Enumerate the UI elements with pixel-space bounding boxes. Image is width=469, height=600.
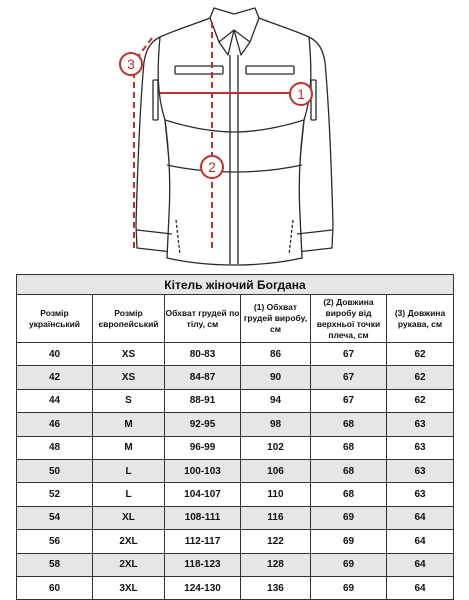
cell-sleeve-length: 62 [387,366,454,389]
cell-body-chest: 96-99 [165,436,241,459]
cell-garment-chest: 90 [241,366,311,389]
cell-size-eu: XL [93,506,165,529]
cell-garment-chest: 102 [241,436,311,459]
cell-size-eu: 2XL [93,553,165,576]
cell-sleeve-length: 64 [387,506,454,529]
header-size-eu: Розмір європейський [93,295,165,343]
cell-size-ua: 46 [17,413,93,436]
table-row [17,483,454,506]
cell-body-chest: 84-87 [165,366,241,389]
size-chart-table [16,274,454,600]
table-row [17,389,454,412]
cell-size-eu: M [93,413,165,436]
table-row [17,413,454,436]
cell-garment-chest: 136 [241,576,311,599]
cell-size-ua: 52 [17,483,93,506]
cell-sleeve-length: 63 [387,459,454,482]
table-row [17,530,454,553]
header-garment-chest: (1) Обхват грудей виробу, см [241,295,311,343]
cell-garment-chest: 86 [241,343,311,366]
cell-sleeve-length: 64 [387,553,454,576]
cell-size-eu: M [93,436,165,459]
cell-body-chest: 88-91 [165,389,241,412]
cell-size-eu: L [93,483,165,506]
cell-body-chest: 112-117 [165,530,241,553]
table-row [17,459,454,482]
cell-size-ua: 58 [17,553,93,576]
cell-garment-chest: 122 [241,530,311,553]
cell-body-chest: 80-83 [165,343,241,366]
cell-garment-length: 67 [311,366,387,389]
table-row [17,506,454,529]
header-row [17,295,454,343]
marker-1-label: 1 [297,86,305,102]
cell-sleeve-length: 63 [387,413,454,436]
header-sleeve-length: (3) Довжина рукава, см [387,295,454,343]
cell-sleeve-length: 64 [387,576,454,599]
cell-sleeve-length: 63 [387,483,454,506]
cell-garment-chest: 94 [241,389,311,412]
cell-garment-length: 68 [311,436,387,459]
cell-garment-chest: 110 [241,483,311,506]
cell-body-chest: 108-111 [165,506,241,529]
cell-size-ua: 54 [17,506,93,529]
marker-3-label: 3 [127,56,135,72]
cell-size-ua: 48 [17,436,93,459]
cell-sleeve-length: 63 [387,436,454,459]
jacket-measurement-diagram [0,0,469,270]
cell-size-eu: 3XL [93,576,165,599]
cell-garment-length: 67 [311,343,387,366]
cell-garment-chest: 128 [241,553,311,576]
cell-size-ua: 40 [17,343,93,366]
cell-size-ua: 56 [17,530,93,553]
marker-2 [201,156,223,178]
cell-size-eu: L [93,459,165,482]
cell-sleeve-length: 62 [387,389,454,412]
cell-body-chest: 100-103 [165,459,241,482]
cell-size-eu: 2XL [93,530,165,553]
jacket-outline [136,8,333,265]
cell-body-chest: 92-95 [165,413,241,436]
cell-garment-chest: 98 [241,413,311,436]
cell-size-ua: 50 [17,459,93,482]
header-garment-length: (2) Довжина виробу від верхньої точки плеча, см [311,295,387,343]
cell-size-ua: 44 [17,389,93,412]
table-row [17,553,454,576]
cell-size-ua: 42 [17,366,93,389]
cell-size-eu: XS [93,343,165,366]
marker-2-label: 2 [208,159,216,175]
table-row [17,343,454,366]
cell-body-chest: 118-123 [165,553,241,576]
header-size-ua: Розмір український [17,295,93,343]
table-title: Кітель жіночий Богдана [17,275,454,295]
header-body-chest: Обхват грудей по тілу, см [165,295,241,343]
cell-sleeve-length: 62 [387,343,454,366]
marker-1 [290,83,312,105]
cell-garment-length: 68 [311,413,387,436]
cell-body-chest: 124-130 [165,576,241,599]
cell-sleeve-length: 64 [387,530,454,553]
table-row [17,436,454,459]
size-chart-table-wrapper [16,274,453,600]
cell-garment-length: 69 [311,576,387,599]
cell-garment-length: 69 [311,530,387,553]
cell-garment-length: 69 [311,553,387,576]
marker-3 [120,53,142,75]
cell-garment-length: 68 [311,459,387,482]
cell-garment-chest: 116 [241,506,311,529]
cell-size-eu: XS [93,366,165,389]
cell-garment-length: 68 [311,483,387,506]
cell-garment-length: 69 [311,506,387,529]
cell-size-ua: 60 [17,576,93,599]
cell-garment-chest: 106 [241,459,311,482]
cell-body-chest: 104-107 [165,483,241,506]
table-row [17,366,454,389]
cell-size-eu: S [93,389,165,412]
table-body [17,343,454,600]
cell-garment-length: 67 [311,389,387,412]
table-row [17,576,454,599]
